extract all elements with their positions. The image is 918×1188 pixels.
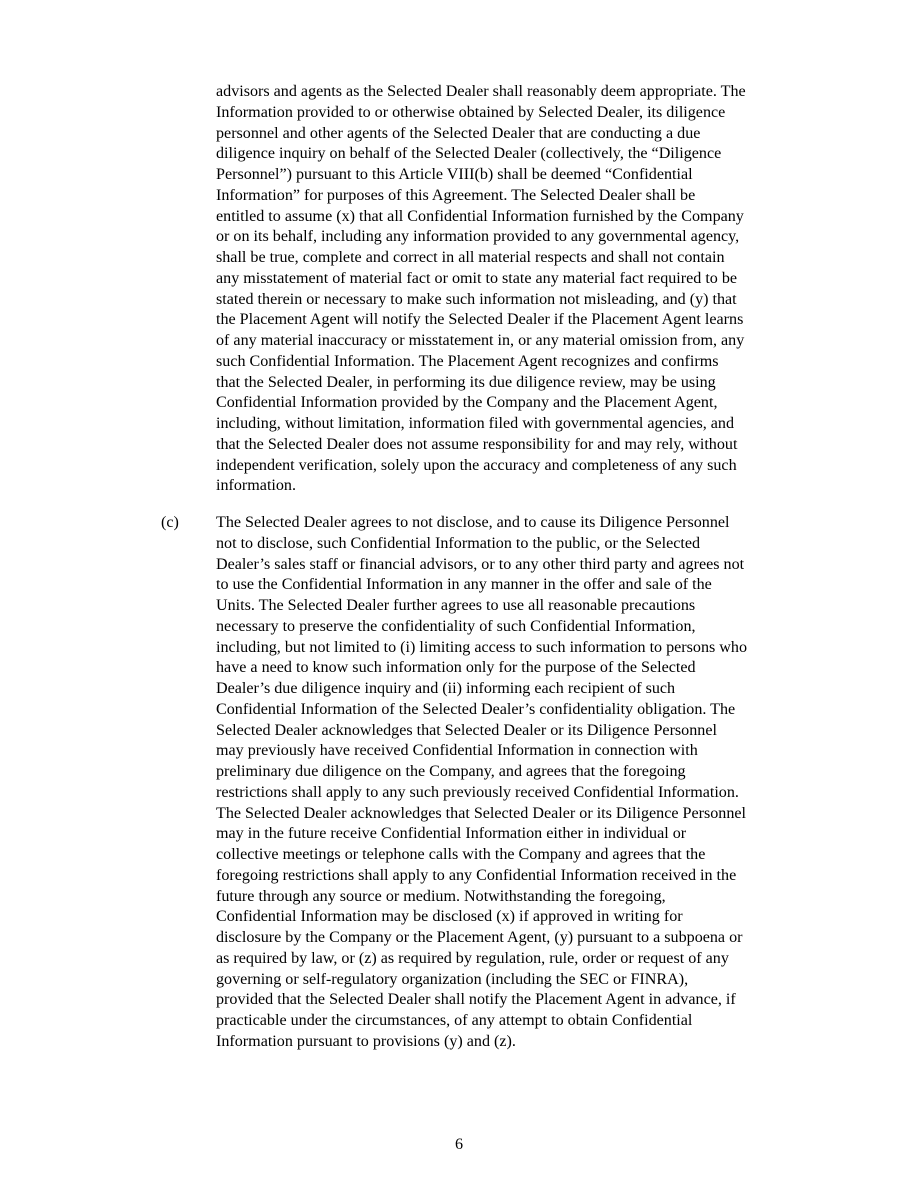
page-number: 6 [454, 1136, 464, 1153]
paragraph-c-line: disclosure by the Company or the Placement Agent, (y) pursuant to a subpoena or [216, 929, 743, 946]
paragraph-c-line: Confidential Information may be disclosed (x) if approved in writing for [216, 908, 683, 926]
paragraph-c-line: foregoing restrictions shall apply to any Confidential Information received in the [216, 866, 737, 884]
paragraph-c-line: Units. The Selected Dealer further agrees to use all reasonable precautions [216, 597, 696, 614]
paragraph-c-line: practicable under the circumstances, of any attempt to obtain Confidential [216, 1012, 693, 1029]
paragraph-b-line: shall be true, complete and correct in all material respects and shall not contain [216, 249, 725, 266]
paragraph-b-line: stated therein or necessary to make such information not misleading, and (y) that [216, 290, 737, 308]
paragraph-b-line: Information” for purposes of this Agreement. The Selected Dealer shall be [216, 186, 696, 204]
paragraph-c-line: have a need to know such information only for the purpose of the Selected [216, 659, 696, 677]
paragraph-b-line: the Placement Agent will notify the Selected Dealer if the Placement Agent learns [216, 311, 744, 329]
paragraph-b-line: Confidential Information provided by the Company and the Placement Agent, [216, 394, 718, 412]
paragraph-c-line: governing or self-regulatory organization (including the SEC or FINRA), [216, 970, 689, 988]
paragraph-b-line: Information provided to or otherwise obtained by Selected Dealer, its diligence [216, 103, 726, 121]
paragraph-c-line: preliminary due diligence on the Company, and agrees that the foregoing [216, 763, 686, 780]
paragraph-b-line: information. [216, 477, 297, 495]
paragraph-b-line: independent verification, solely upon the accuracy and completeness of any such [216, 456, 737, 474]
paragraph-b-line: or on its behalf, including any information provided to any governmental agency, [216, 228, 740, 246]
paragraph-c-line: Information pursuant to provisions (y) and (z). [216, 1032, 516, 1050]
paragraph-b-line: that the Selected Dealer does not assume responsibility for and may rely, without [216, 435, 738, 453]
paragraph-c-line: provided that the Selected Dealer shall notify the Placement Agent in advance, if [216, 991, 736, 1009]
paragraph-c-line: not to disclose, such Confidential Information to the public, or the Selected [216, 534, 701, 552]
paragraph-b-line: Personnel”) pursuant to this Article VIII(b) shall be deemed “Confidential [216, 166, 693, 183]
paragraph-b-line: that the Selected Dealer, in performing its due diligence review, may be using [216, 373, 716, 391]
paragraph-b-line: advisors and agents as the Selected Dealer shall reasonably deem appropriate. The [216, 83, 746, 100]
paragraph-b-line: any misstatement of material fact or omit to state any material fact required to be [216, 269, 738, 287]
paragraph-b-line: including, without limitation, information filed with governmental agencies, and [216, 415, 735, 432]
paragraph-c-line: The Selected Dealer acknowledges that Selected Dealer or its Diligence Personnel [216, 804, 746, 822]
paragraph-c-line: including, but not limited to (i) limiting access to such information to persons who [216, 638, 748, 656]
paragraph-b-line: diligence inquiry on behalf of the Selected Dealer (collectively, the “Diligence [216, 145, 722, 163]
paragraph-c-line: future through any source or medium. Notwithstanding the foregoing, [216, 887, 666, 905]
paragraph-c-line: Dealer’s due diligence inquiry and (ii) informing each recipient of such [216, 680, 676, 697]
paragraph-c-line: may in the future receive Confidential Information either in individual or [216, 825, 687, 843]
paragraph-b-line: entitled to assume (x) that all Confidential Information furnished by the Company [216, 207, 744, 225]
paragraph-c-line: Confidential Information of the Selected Dealer’s confidentiality obligation. The [216, 700, 736, 718]
paragraph-c-line: Selected Dealer acknowledges that Selected Dealer or its Diligence Personnel [216, 721, 717, 739]
paragraph-b [216, 82, 812, 497]
paragraph-c-line: restrictions shall apply to any such previously received Confidential Information. [216, 783, 739, 801]
paragraph-c-line: to use the Confidential Information in any manner in the offer and sale of the [216, 576, 712, 594]
paragraph-b-line: such Confidential Information. The Placement Agent recognizes and confirms [216, 352, 719, 370]
paragraph-c-line: necessary to preserve the confidentiality of such Confidential Information, [216, 617, 696, 635]
paragraph-c-line: The Selected Dealer agrees to not disclose, and to cause its Diligence Personnel [216, 514, 730, 531]
paragraph-b-line: personnel and other agents of the Selected Dealer that are conducting a due [216, 124, 701, 142]
paragraph-c-line: as required by law, or (z) as required by regulation, rule, order or request of any [216, 949, 729, 967]
paragraph-b-line: of any material inaccuracy or misstatement in, or any material omission from, any [216, 332, 745, 349]
paragraph-c-line: may previously have received Confidential Information in connection with [216, 742, 698, 760]
paragraph-c-line: Dealer’s sales staff or financial advisors, or to any other third party and agrees not [216, 555, 745, 573]
paragraph-c-line: collective meetings or telephone calls with the Company and agrees that the [216, 846, 706, 863]
paragraph-c-marker: (c) [161, 514, 179, 531]
paragraph-c [216, 513, 812, 1053]
